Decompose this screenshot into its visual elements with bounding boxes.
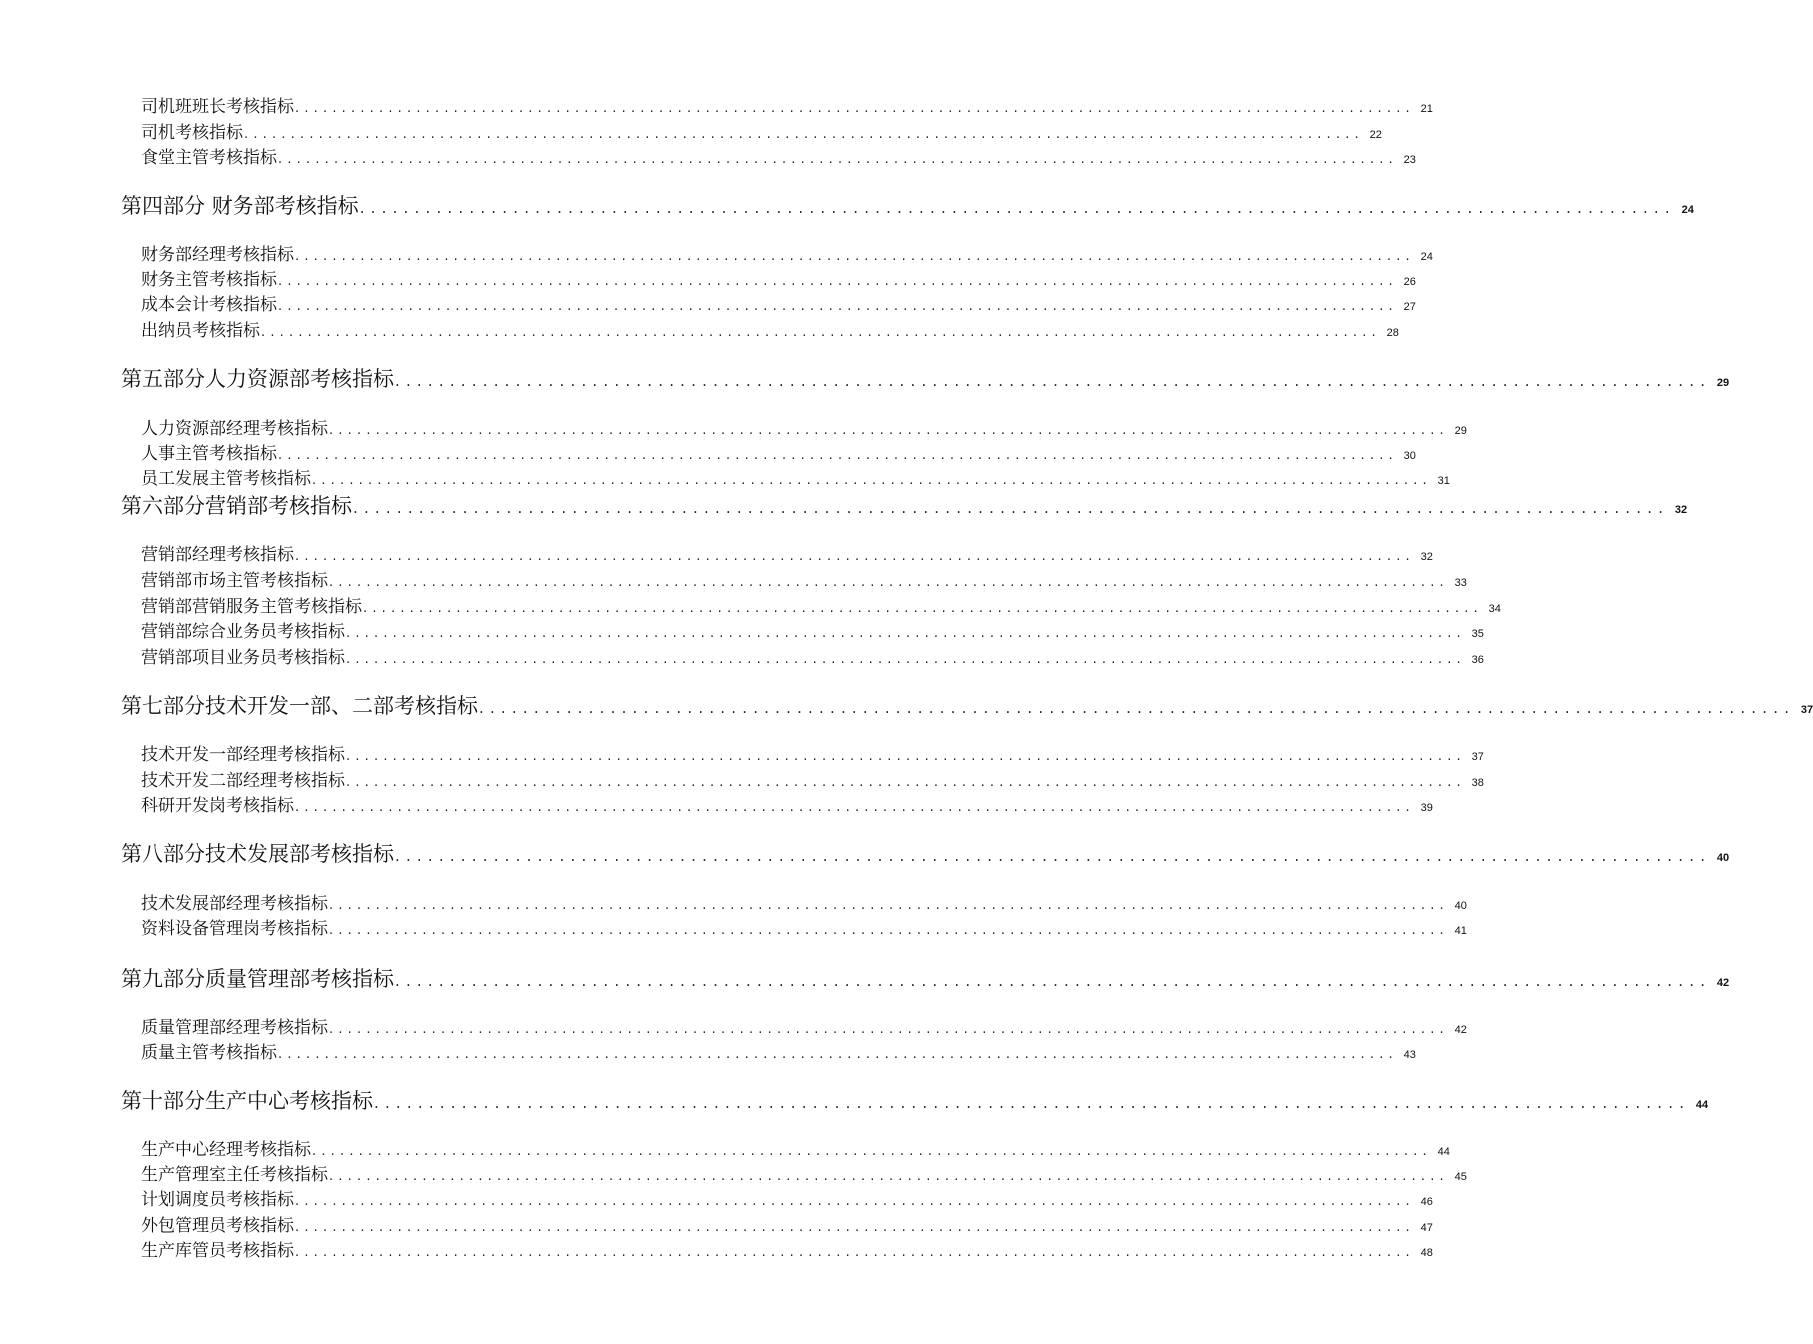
toc-page-number: 24 (1681, 204, 1694, 216)
toc-entry-title: 技术开发二部经理考核指标 (141, 771, 345, 791)
toc-page-number: 29 (1454, 425, 1467, 437)
toc-entry[interactable] (141, 316, 1399, 341)
toc-page-number: 44 (1437, 1146, 1450, 1158)
toc-entry-title: 第十部分生产中心考核指标 (121, 1089, 373, 1113)
dot-leader: ........................................................................................................................ (329, 1169, 1449, 1184)
dot-leader: ........................................................................................................................ (278, 448, 1398, 463)
dot-leader: ........................................................................................................................ (329, 923, 1449, 938)
toc-entry-title: 第六部分营销部考核指标 (121, 494, 352, 518)
toc-entry-title: 第五部分人力资源部考核指标 (121, 367, 394, 391)
toc-entry-title: 第九部分质量管理部考核指标 (121, 967, 394, 991)
dot-leader: ........................................................................................................................ (278, 299, 1398, 314)
toc-entry-title: 员工发展主管考核指标 (141, 469, 311, 489)
toc-entry-title: 质量主管考核指标 (141, 1043, 277, 1063)
dot-leader: ........................................................................................................................ (312, 473, 1432, 488)
toc-entry[interactable] (141, 1135, 1450, 1160)
toc-page-number: 39 (1420, 802, 1433, 814)
toc-section-entry[interactable] (121, 363, 1730, 391)
toc-page-number: 34 (1488, 603, 1501, 615)
toc-entry-title: 外包管理员考核指标 (141, 1216, 294, 1236)
toc-entry-title: 成本会计考核指标 (141, 295, 277, 315)
dot-leader: ........................................................................................................................ (295, 249, 1415, 264)
dot-leader: ........................................................................................................................ (374, 1094, 1691, 1112)
toc-page-number: 48 (1420, 1247, 1433, 1259)
toc-entry-title: 资料设备管理岗考核指标 (141, 919, 328, 939)
toc-entry[interactable] (141, 414, 1467, 439)
toc-entry-title: 营销部营销服务主管考核指标 (141, 597, 362, 617)
toc-page-number: 24 (1420, 251, 1433, 263)
toc-page-number: 44 (1695, 1099, 1709, 1111)
toc-page-number: 45 (1454, 1171, 1467, 1183)
toc-section-entry[interactable] (121, 190, 1694, 218)
toc-page-number: 32 (1420, 551, 1433, 563)
toc-entry-title: 人力资源部经理考核指标 (141, 419, 328, 439)
toc-entry[interactable] (141, 439, 1416, 464)
toc-page-number: 31 (1437, 475, 1450, 487)
dot-leader: ........................................................................................................................ (363, 601, 1483, 616)
toc-entry-title: 营销部项目业务员考核指标 (141, 648, 345, 668)
toc-page-number: 23 (1403, 154, 1416, 166)
dot-leader: ........................................................................................................................ (359, 199, 1676, 217)
toc-entry[interactable] (141, 1211, 1433, 1236)
toc-entry[interactable] (141, 464, 1450, 489)
toc-entry[interactable] (141, 265, 1416, 290)
dot-leader: ........................................................................................................................ (479, 699, 1796, 717)
dot-leader: ........................................................................................................................ (346, 775, 1466, 790)
toc-entry[interactable] (141, 1236, 1433, 1261)
toc-page-number: 47 (1420, 1222, 1433, 1234)
toc-entry-title: 技术发展部经理考核指标 (141, 894, 328, 914)
toc-entry[interactable] (141, 1038, 1416, 1063)
toc-entry[interactable] (141, 889, 1467, 914)
dot-leader: ........................................................................................................................ (295, 1194, 1415, 1209)
toc-entry[interactable] (141, 766, 1484, 791)
toc-page-number: 36 (1471, 654, 1484, 666)
toc-entry-title: 食堂主管考核指标 (141, 148, 277, 168)
toc-entry[interactable] (141, 1013, 1467, 1038)
toc-entry-title: 营销部经理考核指标 (141, 545, 294, 565)
toc-entry-title: 司机班班长考核指标 (141, 97, 294, 117)
dot-leader: ........................................................................................................................ (312, 1144, 1432, 1159)
toc-entry-title: 技术开发一部经理考核指标 (141, 745, 345, 765)
toc-section-entry[interactable] (121, 690, 1813, 718)
dot-leader: ........................................................................................................................ (395, 847, 1712, 865)
dot-leader: ........................................................................................................................ (353, 499, 1670, 517)
dot-leader: ........................................................................................................................ (295, 800, 1415, 815)
toc-entry[interactable] (141, 592, 1501, 617)
toc-entry-title: 出纳员考核指标 (141, 321, 260, 341)
toc-entry-title: 财务主管考核指标 (141, 270, 277, 290)
dot-leader: ........................................................................................................................ (395, 972, 1712, 990)
toc-page-number: 41 (1454, 925, 1467, 937)
toc-page-number: 30 (1403, 450, 1416, 462)
toc-entry[interactable] (141, 617, 1484, 642)
toc-entry[interactable] (141, 1185, 1433, 1210)
toc-entry-title: 计划调度员考核指标 (141, 1190, 294, 1210)
toc-section-entry[interactable] (121, 963, 1730, 991)
toc-entry[interactable] (141, 540, 1433, 565)
toc-page-number: 43 (1403, 1049, 1416, 1061)
toc-entry[interactable] (141, 290, 1416, 315)
toc-entry-title: 第四部分 财务部考核指标 (121, 194, 359, 218)
toc-page-number: 29 (1716, 377, 1730, 389)
toc-page-number: 37 (1471, 751, 1484, 763)
toc-page-number: 42 (1454, 1024, 1467, 1036)
dot-leader: ........................................................................................................................ (346, 652, 1466, 667)
toc-entry-title: 生产中心经理考核指标 (141, 1140, 311, 1160)
dot-leader: ........................................................................................................................ (244, 127, 1364, 142)
dot-leader: ........................................................................................................................ (329, 575, 1449, 590)
dot-leader: ........................................................................................................................ (329, 423, 1449, 438)
dot-leader: ........................................................................................................................ (346, 626, 1466, 641)
dot-leader: ........................................................................................................................ (329, 1022, 1449, 1037)
toc-entry-title: 第七部分技术开发一部、二部考核指标 (121, 694, 478, 718)
toc-section-entry[interactable] (121, 838, 1730, 866)
toc-entry-title: 财务部经理考核指标 (141, 245, 294, 265)
toc-page-number: 28 (1386, 327, 1399, 339)
toc-page-number: 40 (1454, 900, 1467, 912)
toc-entry[interactable] (141, 643, 1484, 668)
toc-page-number: 38 (1471, 777, 1484, 789)
toc-section-entry[interactable] (121, 1085, 1709, 1113)
toc-entry[interactable] (141, 240, 1433, 265)
toc-page-number: 26 (1403, 276, 1416, 288)
toc-entry-title: 营销部市场主管考核指标 (141, 571, 328, 591)
toc-entry[interactable] (141, 791, 1433, 816)
toc-entry[interactable] (141, 118, 1382, 143)
toc-page-number: 33 (1454, 577, 1467, 589)
toc-entry-title: 人事主管考核指标 (141, 444, 277, 464)
dot-leader: ........................................................................................................................ (278, 152, 1398, 167)
toc-page-number: 42 (1716, 977, 1730, 989)
toc-entry-title: 生产库管员考核指标 (141, 1241, 294, 1261)
dot-leader: ........................................................................................................................ (295, 1245, 1415, 1260)
toc-entry[interactable] (141, 92, 1433, 117)
toc-page-number: 32 (1674, 504, 1688, 516)
toc-entry-title: 第八部分技术发展部考核指标 (121, 842, 394, 866)
dot-leader: ........................................................................................................................ (295, 1220, 1415, 1235)
toc-page-number: 22 (1369, 129, 1382, 141)
toc-page-number: 37 (1800, 704, 1813, 716)
toc-entry[interactable] (141, 143, 1416, 168)
toc-page-number: 46 (1420, 1196, 1433, 1208)
dot-leader: ........................................................................................................................ (395, 372, 1712, 390)
toc-page-number: 27 (1403, 301, 1416, 313)
toc-entry[interactable] (141, 740, 1484, 765)
dot-leader: ........................................................................................................................ (295, 549, 1415, 564)
toc-section-entry[interactable] (121, 490, 1688, 518)
toc-entry-title: 科研开发岗考核指标 (141, 796, 294, 816)
dot-leader: ........................................................................................................................ (261, 325, 1381, 340)
dot-leader: ........................................................................................................................ (278, 274, 1398, 289)
dot-leader: ........................................................................................................................ (329, 898, 1449, 913)
dot-leader: ........................................................................................................................ (295, 101, 1415, 116)
toc-entry[interactable] (141, 566, 1467, 591)
dot-leader: ........................................................................................................................ (278, 1047, 1398, 1062)
toc-entry-title: 生产管理室主任考核指标 (141, 1165, 328, 1185)
toc-entry-title: 营销部综合业务员考核指标 (141, 622, 345, 642)
toc-page-number: 40 (1716, 852, 1730, 864)
toc-entry-title: 质量管理部经理考核指标 (141, 1018, 328, 1038)
toc-entry-title: 司机考核指标 (141, 123, 243, 143)
dot-leader: ........................................................................................................................ (346, 749, 1466, 764)
toc-page-number: 35 (1471, 628, 1484, 640)
toc-entry[interactable] (141, 914, 1467, 939)
toc-page-number: 21 (1420, 103, 1433, 115)
toc-entry[interactable] (141, 1160, 1467, 1185)
